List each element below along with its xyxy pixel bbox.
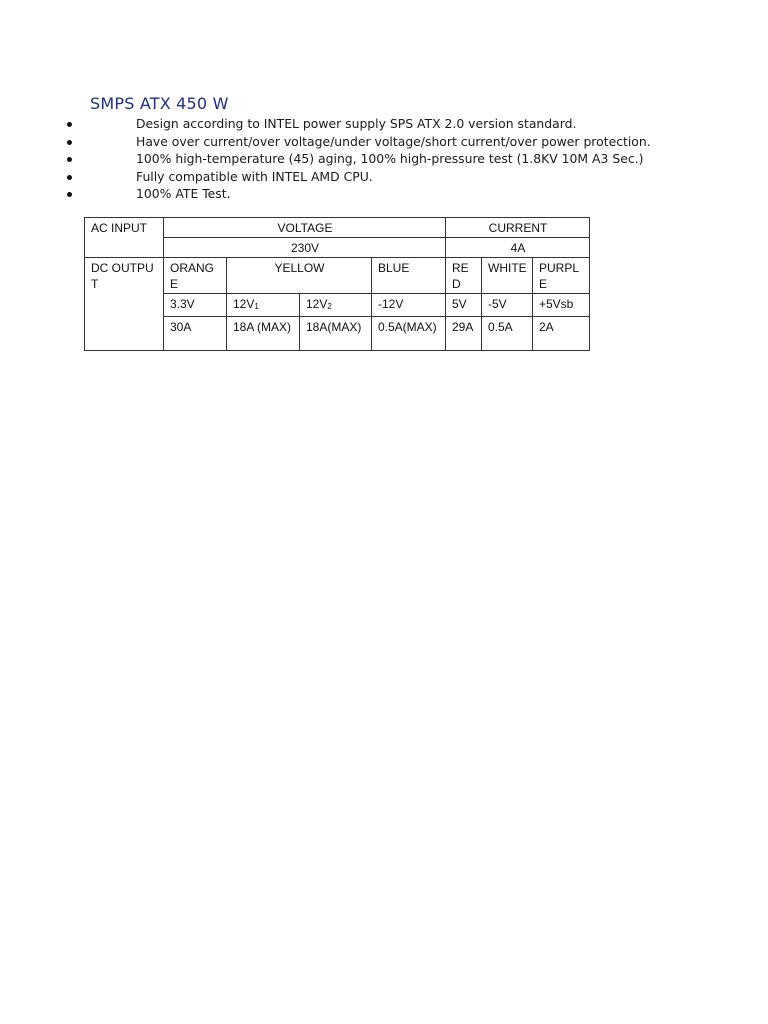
current-orange-cell: 30A — [164, 317, 227, 351]
voltage-value: 12V — [233, 297, 255, 311]
table-row — [85, 218, 590, 238]
color-purple-cell: PURPLE — [533, 258, 590, 294]
color-yellow-cell: YELLOW — [227, 258, 372, 294]
voltage-orange-cell: 3.3V — [164, 294, 227, 317]
voltage-value: 12V — [306, 297, 328, 311]
bullet-icon — [67, 122, 72, 127]
voltage-yellow-1-cell — [227, 294, 300, 317]
voltage-subscript: 1 — [254, 302, 259, 311]
voltage-header: VOLTAGE — [164, 218, 446, 238]
current-purple-cell: 2A — [533, 317, 590, 351]
current-header: CURRENT — [446, 218, 590, 238]
voltage-blue-cell: -12V — [372, 294, 446, 317]
color-orange-cell: ORANGE — [164, 258, 227, 294]
current-red-cell: 29A — [446, 317, 482, 351]
ac-current-cell: 4A — [446, 238, 590, 258]
color-blue-cell: BLUE — [372, 258, 446, 294]
list-item-text: 100% ATE Test. — [136, 186, 231, 202]
current-yellow-2-cell: 18A(MAX) — [300, 317, 372, 351]
ac-voltage-cell: 230V — [164, 238, 446, 258]
list-item-text: 100% high-temperature (45) aging, 100% high-pressure test (1.8KV 10M A3 Sec.) — [136, 151, 644, 167]
document-title: SMPS ATX 450 W — [90, 94, 229, 113]
current-blue-cell: 0.5A(MAX) — [372, 317, 446, 351]
spec-table — [84, 217, 590, 351]
ac-input-label: AC INPUT — [85, 218, 164, 258]
voltage-purple-cell: +5Vsb — [533, 294, 590, 317]
table-row — [85, 258, 590, 294]
voltage-red-cell: 5V — [446, 294, 482, 317]
current-white-cell: 0.5A — [482, 317, 533, 351]
bullet-icon — [67, 140, 72, 145]
list-item-text: Have over current/over voltage/under voltage/short current/over power protection. — [136, 133, 651, 149]
dc-output-label: DC OUTPUT — [85, 258, 164, 351]
voltage-white-cell: -5V — [482, 294, 533, 317]
color-white-cell: WHITE — [482, 258, 533, 294]
bullet-icon — [67, 175, 72, 180]
color-red-cell: RED — [446, 258, 482, 294]
current-yellow-1-cell: 18A (MAX) — [227, 317, 300, 351]
voltage-subscript: 2 — [327, 302, 332, 311]
bullet-icon — [67, 192, 72, 197]
list-item-text: Design according to INTEL power supply SPS ATX 2.0 version standard. — [136, 116, 577, 131]
voltage-yellow-2-cell — [300, 294, 372, 317]
list-item-text: Fully compatible with INTEL AMD CPU. — [136, 168, 373, 184]
bullet-icon — [67, 157, 72, 162]
